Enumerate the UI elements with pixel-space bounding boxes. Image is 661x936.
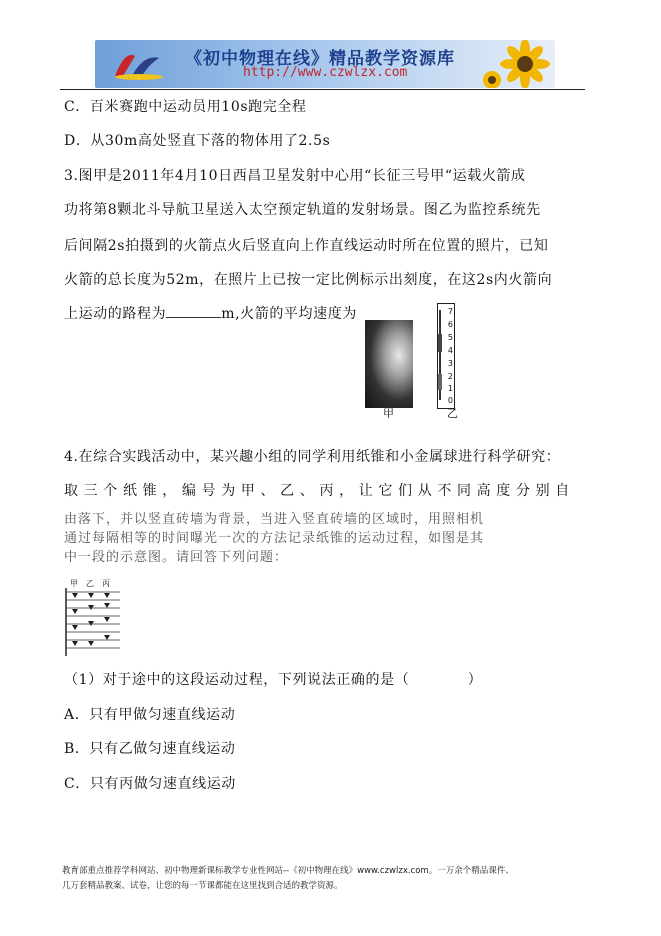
footer-line-2: 几万套精品教案、试卷，让您的每一节课都能在这里找到合适的教学资源。 xyxy=(62,881,343,891)
q4-image-line-3: 中一段的示意图。请回答下列问题： xyxy=(64,550,289,565)
q4-option-b: B．只有乙做匀速直线运动 xyxy=(64,741,236,757)
site-logo-icon xyxy=(109,46,165,82)
header-divider xyxy=(60,89,585,90)
ruler-tick: 0 xyxy=(447,396,453,405)
banner-title: 《初中物理在线》精品教学资源库 xyxy=(185,49,455,69)
ruler-tick: 5 xyxy=(447,333,453,342)
q3-line-4: 火箭的总长度为52m，在照片上已按一定比例标示出刻度，在这2s内火箭向 xyxy=(64,272,553,288)
distance-blank[interactable] xyxy=(166,307,221,318)
q3-line-5-b: m,火箭的平均速度为 xyxy=(221,306,357,322)
option-d-prev: D．从30m高处竖直下落的物体用了2.5s xyxy=(64,133,331,149)
banner-url[interactable]: http://www.czwlzx.com xyxy=(243,65,408,80)
ruler-tick: 1 xyxy=(447,384,453,393)
q4-subquestion-1: （1）对于途中的这段运动过程，下列说法正确的是（ ） xyxy=(64,672,483,688)
brick-wall-icon xyxy=(64,588,122,658)
footer-line-1: 教育部重点推荐学科网站、初中物理新课标教学专业性网站--《初中物理在线》www.czwlzx.com。一万余个精品课件、 xyxy=(62,866,514,876)
rocket-lower-mark xyxy=(438,374,442,390)
rocket-upper-mark xyxy=(438,334,442,352)
ruler-tick: 7 xyxy=(447,307,453,316)
option-c-prev: C．百米赛跑中运动员用10s跑完全程 xyxy=(64,99,307,115)
q3-line-2: 功将第8颗北斗导航卫星送入太空预定轨道的发射场景。图乙为监控系统先 xyxy=(64,202,541,218)
ruler-tick: 3 xyxy=(447,359,453,368)
q3-line-5 xyxy=(64,303,357,323)
brick-wall-figure xyxy=(64,578,122,658)
q3-line-1: 3.图甲是2011年4月10日西昌卫星发射中心用“长征三号甲“运载火箭成 xyxy=(64,168,526,184)
q4-option-c: C．只有丙做匀速直线运动 xyxy=(64,776,236,792)
ruler-tick: 4 xyxy=(447,346,453,355)
rocket-launch-photo xyxy=(365,320,413,408)
wall-label-yi: 乙 xyxy=(86,579,94,588)
q3-line-5-a: 上运动的路程为 xyxy=(64,306,167,322)
q4-image-line-2: 通过每隔相等的时间曝光一次的方法记录纸锥的运动过程，如图是其 xyxy=(64,531,485,546)
ruler-tick: 6 xyxy=(447,320,453,329)
q4-image-line-1: 由落下，并以竖直砖墙为背景，当进入竖直砖墙的区域时，用照相机 xyxy=(64,512,485,527)
q3-line-3: 后间隔2s拍摄到的火箭点火后竖直向上作直线运动时所在位置的照片，已知 xyxy=(64,238,549,254)
wall-label-bing: 丙 xyxy=(102,579,110,588)
rocket-ruler-figure xyxy=(437,303,455,409)
label-yi: 乙 xyxy=(447,407,458,420)
ruler-tick: 2 xyxy=(447,372,453,381)
header-banner xyxy=(95,40,555,88)
q4-option-a: A．只有甲做匀速直线运动 xyxy=(64,707,236,723)
label-jia: 甲 xyxy=(383,407,394,420)
q4-line-2: 取 三 个 纸 锥 ， 编 号 为 甲 、 乙 、 丙 ， 让 它 们 从 不 同 高 度 分 别 自 xyxy=(64,483,570,499)
sunflower-icon xyxy=(480,40,555,88)
q4-line-1: 4.在综合实践活动中，某兴趣小组的同学利用纸锥和小金属球进行科学研究： xyxy=(64,449,561,465)
wall-label-jia: 甲 xyxy=(70,579,78,588)
